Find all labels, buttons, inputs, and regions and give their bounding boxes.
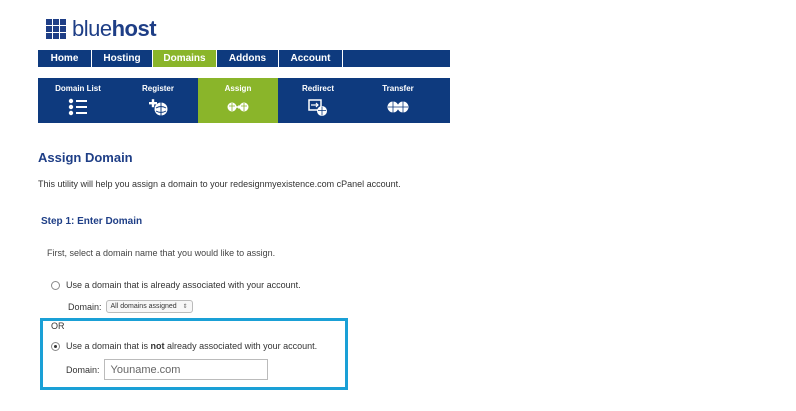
subnav-label: Assign	[224, 84, 252, 93]
subnav-label: Domain List	[55, 84, 101, 93]
globe-plus-icon	[147, 97, 169, 117]
redirect-icon	[307, 97, 329, 117]
subnav-label: Register	[141, 84, 174, 93]
step1-title: Step 1: Enter Domain	[41, 216, 143, 227]
subnav-assign[interactable]	[198, 78, 278, 123]
tab-domains[interactable]: Domains	[153, 50, 217, 67]
new-domain-radio[interactable]	[51, 342, 60, 351]
main-nav	[38, 50, 450, 67]
tab-home[interactable]: Home	[38, 50, 92, 67]
domain-input[interactable]: Youname.com	[104, 359, 268, 380]
subnav-redirect[interactable]	[278, 78, 358, 123]
new-domain-row	[66, 359, 268, 380]
domain-label: Domain:	[68, 301, 102, 312]
subnav-transfer[interactable]	[358, 78, 438, 123]
option-label: Use a domain that is already associated with your account.	[66, 280, 301, 290]
assign-arrows-icon	[227, 97, 249, 117]
existing-domain-row	[68, 300, 193, 313]
existing-domain-radio[interactable]	[51, 281, 60, 290]
domains-subnav	[38, 78, 450, 123]
option-new-domain[interactable]	[51, 341, 317, 351]
list-icon	[67, 97, 89, 117]
logo-text: bluehost	[72, 16, 157, 41]
page-title: Assign Domain	[38, 150, 133, 165]
tab-hosting[interactable]: Hosting	[92, 50, 153, 67]
subnav-register[interactable]	[118, 78, 198, 123]
tab-addons[interactable]: Addons	[217, 50, 279, 67]
select-arrows-icon: ⇕	[182, 304, 188, 310]
instruction-text: First, select a domain name that you would like to assign.	[47, 248, 276, 258]
domain-select-value: All domains assigned	[110, 303, 177, 310]
tab-account[interactable]: Account	[279, 50, 343, 67]
logo-grid-icon	[46, 19, 66, 39]
option-existing-domain[interactable]	[51, 280, 301, 290]
bluehost-logo[interactable]	[46, 16, 156, 42]
subnav-label: Transfer	[382, 84, 414, 93]
transfer-globes-icon	[387, 97, 409, 117]
intro-text: This utility will help you assign a domain to your redesignmyexistence.com cPanel account.	[38, 179, 401, 189]
option-label: Use a domain that is not already associated with your account.	[66, 341, 318, 351]
subnav-label: Redirect	[301, 84, 334, 93]
domain-label: Domain:	[66, 364, 100, 375]
domain-select[interactable]	[106, 300, 193, 313]
subnav-domain-list[interactable]	[38, 78, 118, 123]
or-separator: OR	[51, 321, 65, 331]
